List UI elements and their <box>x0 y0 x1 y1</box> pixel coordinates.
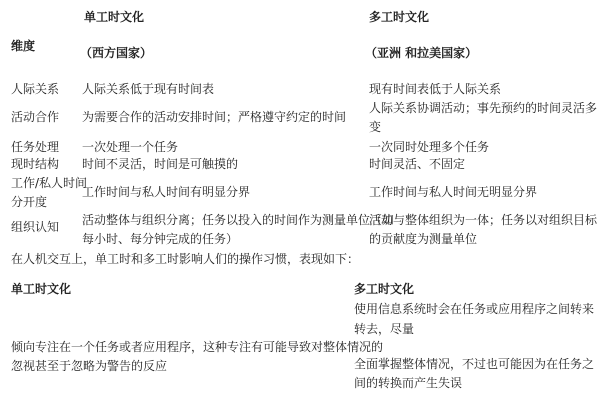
row-mono-value-cont: 每小时、每分钟完成的任务） <box>82 232 239 246</box>
hci-poly-text-cont: 转去，尽量 <box>354 322 415 336</box>
row-dimension: 现时结构 <box>11 157 60 171</box>
row-poly-value-cont: 变 <box>369 120 382 134</box>
row-poly-value: 活动与整体组织为一体；任务以对组织目标 <box>369 213 598 227</box>
row-mono-value: 时间不灵活，时间是可触摸的 <box>82 157 239 171</box>
row-mono-value: 为需要合作的活动安排时间；严格遵守约定的时间 <box>82 110 347 124</box>
row-poly-value: 时间灵活、不固定 <box>369 157 466 171</box>
row-dimension: 组织认知 <box>11 220 60 234</box>
hci-mono-title: 单工时文化 <box>11 282 72 296</box>
hci-poly-text: 使用信息系统时会在任务或应用程序之间转来 <box>354 302 595 316</box>
row-mono-value: 人际关系低于现有时间表 <box>82 82 215 96</box>
row-dimension: 活动合作 <box>11 110 60 124</box>
hci-mono-text-cont: 忽视甚至于忽略为警告的反应 <box>11 359 168 373</box>
header-col1-subtitle: （西方国家） <box>80 46 153 60</box>
row-mono-value: 活动整体与组织分离；任务以投入的时间作为测量单位（如 <box>82 213 395 227</box>
hci-poly-text-2-cont: 间的转换而产生失误 <box>354 376 463 390</box>
hci-poly-title: 多工时文化 <box>354 282 415 296</box>
row-poly-value: 现有时间表低于人际关系 <box>369 82 502 96</box>
row-poly-value: 工作时间与私人时间无明显分界 <box>369 185 538 199</box>
row-dimension: 人际关系 <box>11 82 60 96</box>
header-col2-title: 多工时文化 <box>369 10 430 24</box>
header-dimension-label: 维度 <box>11 39 36 53</box>
row-mono-value: 工作时间与私人时间有明显分界 <box>82 185 251 199</box>
header-col2-subtitle: （亚洲 和拉美国家） <box>365 46 478 60</box>
row-poly-value: 一次同时处理多个任务 <box>369 140 490 154</box>
hci-poly-text-2: 全面掌握整体情况，不过也可能因为在任务之 <box>354 357 595 371</box>
row-mono-value: 一次处理一个任务 <box>82 140 179 154</box>
hci-mono-text: 倾向专注在一个任务或者应用程序，这种专注有可能导致对整体情况的 <box>11 340 384 354</box>
row-poly-value: 人际关系协调活动；事先预约的时间灵活多 <box>369 101 598 115</box>
row-poly-value-cont: 的贡献度为测量单位 <box>369 232 478 246</box>
row-dimension-cont: 分开度 <box>11 195 48 209</box>
row-dimension: 工作/私人时间 <box>11 176 88 190</box>
row-dimension: 任务处理 <box>11 140 60 154</box>
header-col1-title: 单工时文化 <box>84 10 145 24</box>
intro-sentence: 在人机交互上，单工时和多工时影响人们的操作习惯，表现如下： <box>11 252 360 266</box>
